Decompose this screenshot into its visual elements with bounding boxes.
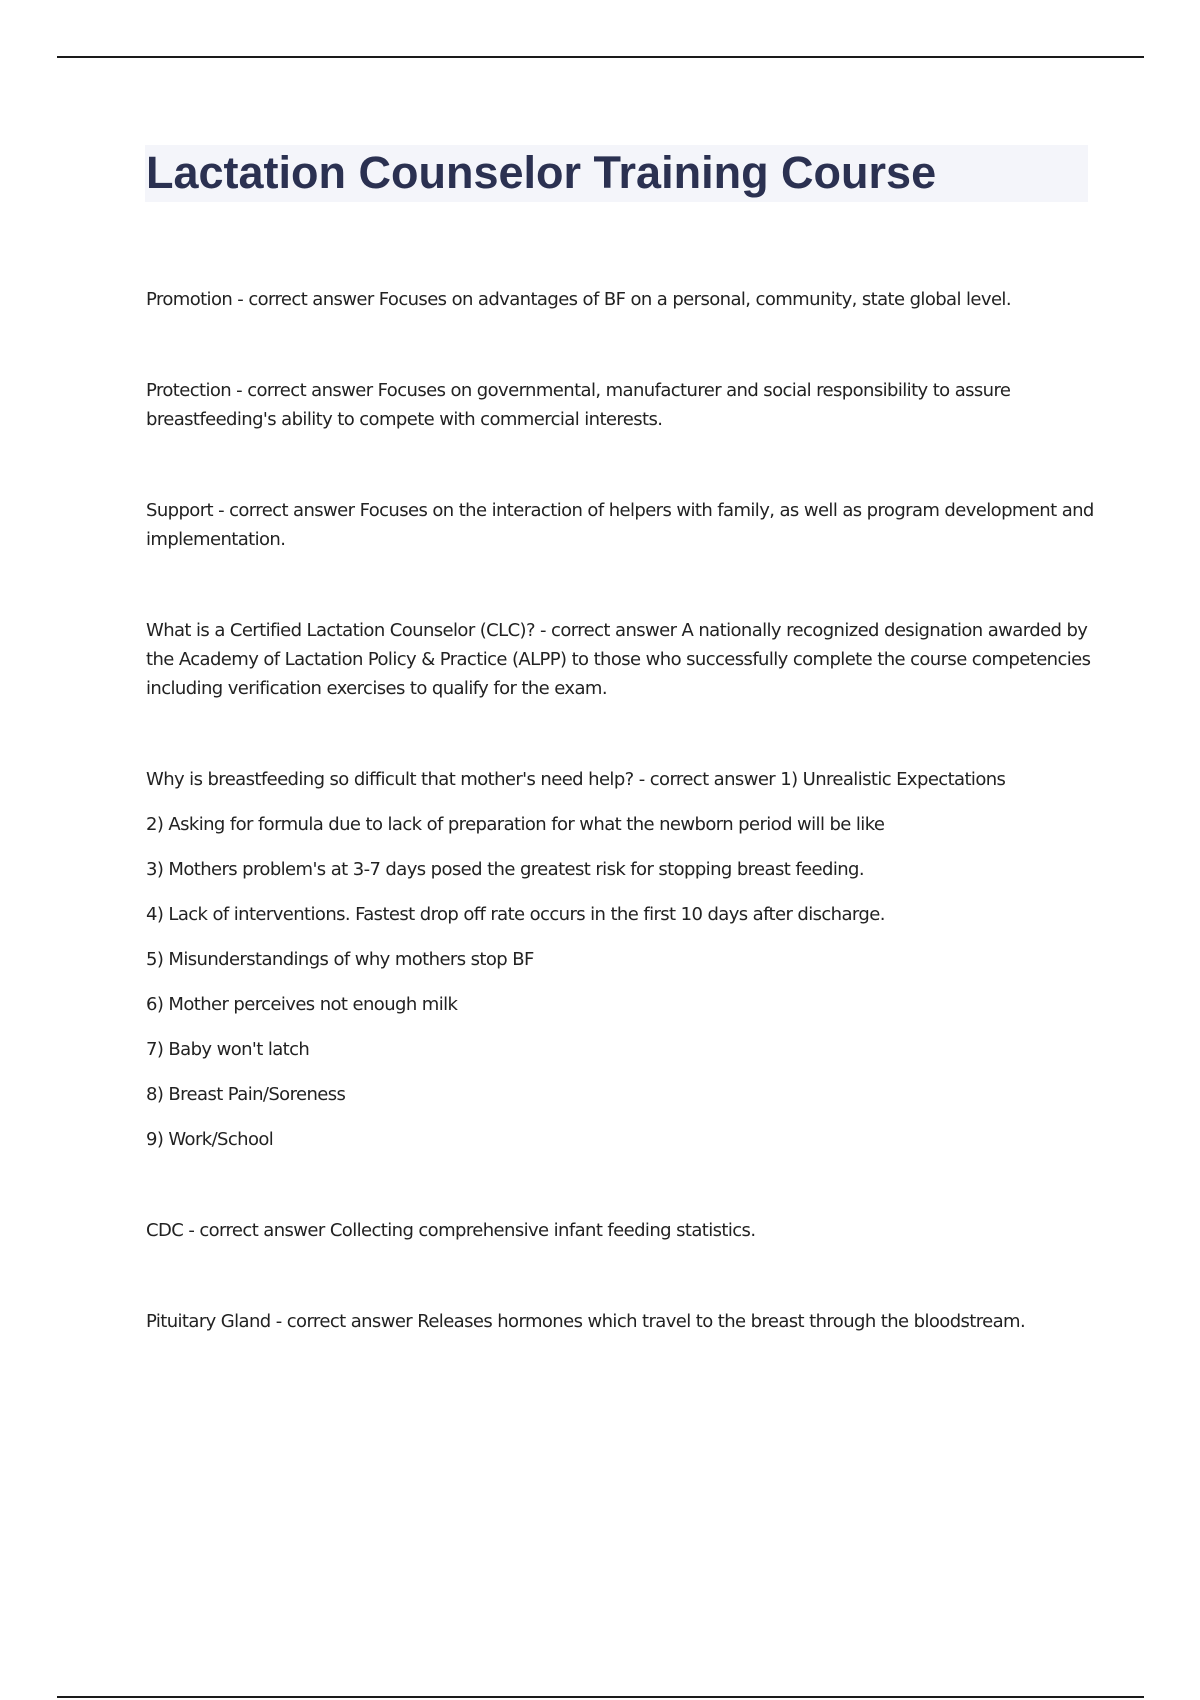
list-item: 8) Breast Pain/Soreness — [146, 1084, 346, 1105]
document-body — [146, 285, 1096, 1398]
list-item: 6) Mother perceives not enough milk — [146, 994, 458, 1015]
list-item: 3) Mothers problem's at 3-7 days posed the greatest risk for stopping breast feeding. — [146, 859, 864, 880]
list-item: 9) Work/School — [146, 1129, 274, 1150]
header-rule — [57, 56, 1144, 58]
footer-rule — [57, 1696, 1144, 1698]
document-title: Lactation Counselor Training Course — [146, 147, 937, 198]
qa-entry-why-difficult — [146, 765, 1096, 1154]
list-item: Why is breastfeeding so difficult that mother's need help? - correct answer 1) Unrealistic Expectations — [146, 769, 1006, 790]
qa-entry-pituitary: Pituitary Gland - correct answer Releases hormones which travel to the breast through the bloodstream. — [146, 1311, 1026, 1332]
qa-entry-support: Support - correct answer Focuses on the interaction of helpers with family, as well as program development and implementation. — [146, 500, 1094, 550]
list-item: 7) Baby won't latch — [146, 1039, 310, 1060]
list-item: 2) Asking for formula due to lack of preparation for what the newborn period will be like — [146, 814, 885, 835]
qa-entry-promotion: Promotion - correct answer Focuses on advantages of BF on a personal, community, state global level. — [146, 289, 1011, 310]
list-item: 4) Lack of interventions. Fastest drop off rate occurs in the first 10 days after discharge. — [146, 904, 885, 925]
qa-entry-cdc: CDC - correct answer Collecting comprehensive infant feeding statistics. — [146, 1220, 756, 1241]
qa-entry-clc: What is a Certified Lactation Counselor (CLC)? - correct answer A nationally recognized designation awarded by the Academy of Lactation Policy & Practice (ALPP) to those who successfully complete the course competencies including verification exercises to qualify for the exam. — [146, 620, 1091, 699]
list-item: 5) Misunderstandings of why mothers stop BF — [146, 949, 534, 970]
qa-entry-protection: Protection - correct answer Focuses on governmental, manufacturer and social responsibility to assure breastfeeding's ability to compete with commercial interests. — [146, 380, 1011, 430]
